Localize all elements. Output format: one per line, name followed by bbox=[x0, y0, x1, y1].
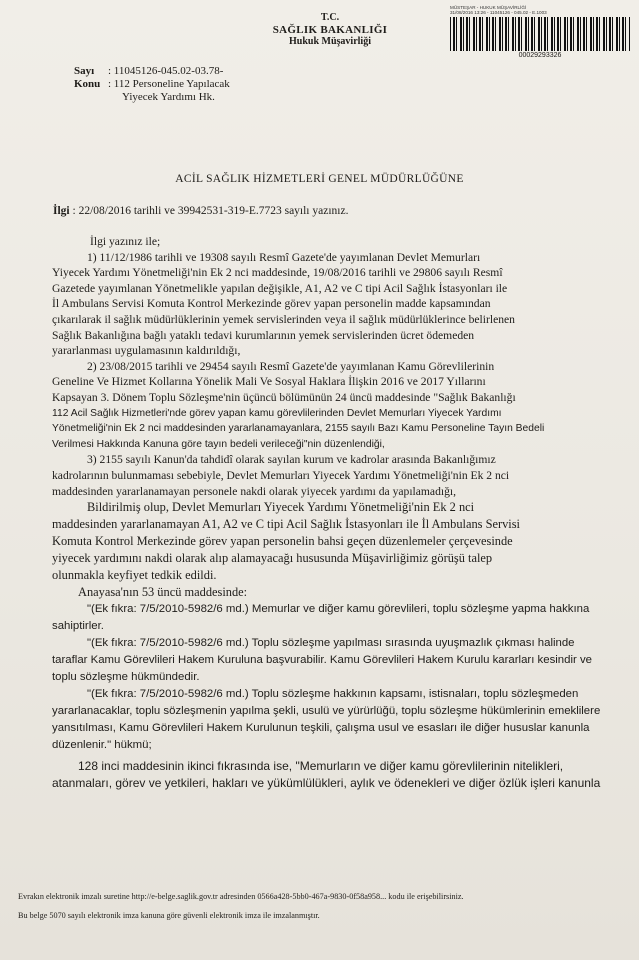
body-line: Verilmesi Hakkında Kanuna göre tayın bedeli verileceği"nin düzenlendiği, bbox=[52, 438, 385, 450]
letterhead bbox=[240, 12, 420, 48]
konu-value-2: Yiyecek Yardımı Hk. bbox=[122, 91, 215, 103]
barcode-bars bbox=[450, 17, 630, 51]
body-line: Yönetmeliği'nin Ek 2 nci maddesinden yararlanamayanlara, 2155 sayılı Bazı Kamu Personeline Tayın Bedeli bbox=[52, 423, 545, 435]
ilgi-value: : 22/08/2016 tarihli ve 39942531-319-E.7723 sayılı yazınız. bbox=[72, 205, 349, 217]
document-meta bbox=[74, 65, 230, 104]
footer-signature-line: Bu belge 5070 sayılı elektronik imza kanuna göre güvenli elektronik imza ile imzalanmıştır. bbox=[18, 911, 320, 920]
body-line: 2) 23/08/2015 tarihli ve 29454 sayılı Resmî Gazete'de yayımlanan Kamu Görevlilerinin bbox=[87, 359, 495, 373]
barcode-caption-2: 31/08/2016 13:26 - 11045126 - 045.02 - E.1003 bbox=[450, 10, 547, 15]
body-line: maddesinden yararlanamayan personele nakdi olarak yiyecek yardımı da yapılamadığı, bbox=[52, 484, 457, 498]
body-line: Gazetede yayımlanan Yönetmelikle yapılan değişikle, A1, A2 ve C tipi Acil Sağlık İstasyonları ile bbox=[52, 281, 508, 295]
body-line: Yiyecek Yardımı Yönetmeliği'nin Ek 2 nci maddesinde, 19/08/2016 tarihli ve 29806 sayılı Resmî bbox=[52, 266, 503, 280]
body-line: sahiptirler. bbox=[52, 620, 104, 633]
body-line: olunmakla keyfiyet tedkik edildi. bbox=[52, 568, 217, 583]
body-line: İlgi yazınız ile; bbox=[90, 235, 161, 248]
body-line: maddesinden yararlanamayan A1, A2 ve C tipi Acil Sağlık İstasyonları ile İl Ambulans Servisi bbox=[52, 517, 521, 532]
ilgi-label: İlgi bbox=[53, 205, 70, 217]
konu-value: : 112 Personeline Yapılacak bbox=[108, 78, 230, 90]
e-signature-footer bbox=[18, 887, 638, 925]
body-line: 128 inci maddesinin ikinci fıkrasında ise, "Memurların ve diğer kamu görevlilerinin nitelikleri, bbox=[78, 759, 564, 774]
body-line: yararlanacaklar, toplu sözleşmenin yapılma şekli, usulü ve yürürlüğü, toplu sözleşme hükümlerinin emeklilere bbox=[52, 705, 601, 718]
body-line: "(Ek fıkra: 7/5/2010-5982/6 md.) Toplu sözleşme hakkının kapsamı, istisnaları, toplu sözleşmeden bbox=[87, 688, 579, 701]
body-line: düzenlenir." hükmü; bbox=[52, 739, 152, 752]
footer-verification-line: Evrakın elektronik imzalı suretine http://e-belge.saglik.gov.tr adresinden 0566a428-5bb0-467a-9830-0f58a958... kodu ile erişebilirsiniz. bbox=[18, 892, 464, 901]
body-line: kadrolarının bulunmaması sebebiyle, Devlet Memurları Yiyecek Yardımı Yönetmeliği'nin Ek 2 nci bbox=[52, 468, 510, 482]
body-line: çıkarılarak il sağlık müdürlüklerinin yemek servislerinden veya il sağlık müdürlüklerince belirlenen bbox=[52, 312, 515, 326]
sayi-value: : 11045126-045.02-03.78- bbox=[108, 65, 224, 77]
body-line: Sağlık Bakanlığına bağlı yataklı tedavi kurumlarının yemek servislerinden ücret ödemeden bbox=[52, 328, 475, 342]
barcode-number: 00029293326 bbox=[518, 52, 562, 59]
body-line: yiyecek yardımını nakdi olarak alıp alamayacağı hususunda Müşavirliğimiz görüşü talep bbox=[52, 551, 493, 566]
addressee: ACİL SAĞLIK HİZMETLERİ GENEL MÜDÜRLÜĞÜNE bbox=[175, 173, 464, 185]
letterhead-ministry: SAĞLIK BAKANLIĞI bbox=[272, 24, 388, 36]
body-line: toplu sözleşme hükmündedir. bbox=[52, 671, 200, 684]
barcode-caption-1: MÜSTEŞAR - HUKUK MÜŞAVİRLİĞİ bbox=[450, 5, 527, 10]
body-line: yansıtılması, Kamu Görevlileri Hakem Kurulunun teşkili, çalışma usul ve esasları ile diğer hususlar kanunla bbox=[52, 722, 590, 735]
body-line: İl Ambulans Servisi Komuta Kontrol Merkezinde görev yapan personelin madde kapsamından bbox=[52, 297, 491, 311]
body-line: Kapsayan 3. Dönem Toplu Sözleşme'nin üçüncü bölümünün 24 üncü maddesinde "Sağlık Bakanlığı bbox=[52, 390, 516, 404]
body-line: Geneline Ve Hizmet Kollarına Yönelik Mali Ve Sosyal Haklara İlişkin 2016 ve 2017 Yıllarını bbox=[52, 375, 486, 389]
letterhead-line-1: T.C. bbox=[320, 12, 340, 23]
document-barcode bbox=[450, 5, 630, 63]
letter-body bbox=[52, 234, 639, 792]
body-line: Anayasa'nın 53 üncü maddesinde: bbox=[78, 585, 248, 600]
body-line: taraflar Kamu Görevlileri Hakem Kuruluna başvurabilir. Kamu Görevlileri Hakem Kurulu kararları kesindir ve bbox=[52, 654, 592, 667]
body-line: "(Ek fıkra: 7/5/2010-5982/6 md.) Toplu sözleşme yapılması sırasında uyuşmazlık çıkması halinde bbox=[87, 637, 575, 650]
body-line: 112 Acil Sağlık Hizmetleri'nde görev yapan kamu görevlilerinden Devlet Memurları Yiyecek Yardımı bbox=[52, 407, 502, 419]
body-line: 1) 11/12/1986 tarihli ve 19308 sayılı Resmî Gazete'de yayımlanan Devlet Memurları bbox=[87, 250, 481, 264]
letterhead-department: Hukuk Müşavirliği bbox=[289, 36, 371, 47]
reference-line bbox=[53, 205, 348, 217]
sayi-label: Sayı bbox=[74, 65, 95, 77]
body-line: atanmaları, görev ve yetkileri, hakları ve yükümlülükleri, aylık ve ödenekleri ve diğer özlük işleri kanunla bbox=[52, 776, 601, 791]
body-line: "(Ek fıkra: 7/5/2010-5982/6 md.) Memurlar ve diğer kamu görevlileri, toplu sözleşme yapma hakkına bbox=[87, 603, 590, 616]
konu-label: Konu bbox=[74, 78, 101, 90]
body-line: yararlanması uygulamasının kaldırıldığı, bbox=[52, 344, 241, 358]
body-line: 3) 2155 sayılı Kanun'da tahdidî olarak sayılan kurum ve kadrolar arasında Bakanlığımız bbox=[87, 453, 496, 467]
body-line: Komuta Kontrol Merkezinde görev yapan personelin bahsi geçen düzenlemeler çerçevesinde bbox=[52, 534, 513, 549]
body-line: Bildirilmiş olup, Devlet Memurları Yiyecek Yardımı Yönetmeliği'nin Ek 2 nci bbox=[87, 500, 475, 515]
